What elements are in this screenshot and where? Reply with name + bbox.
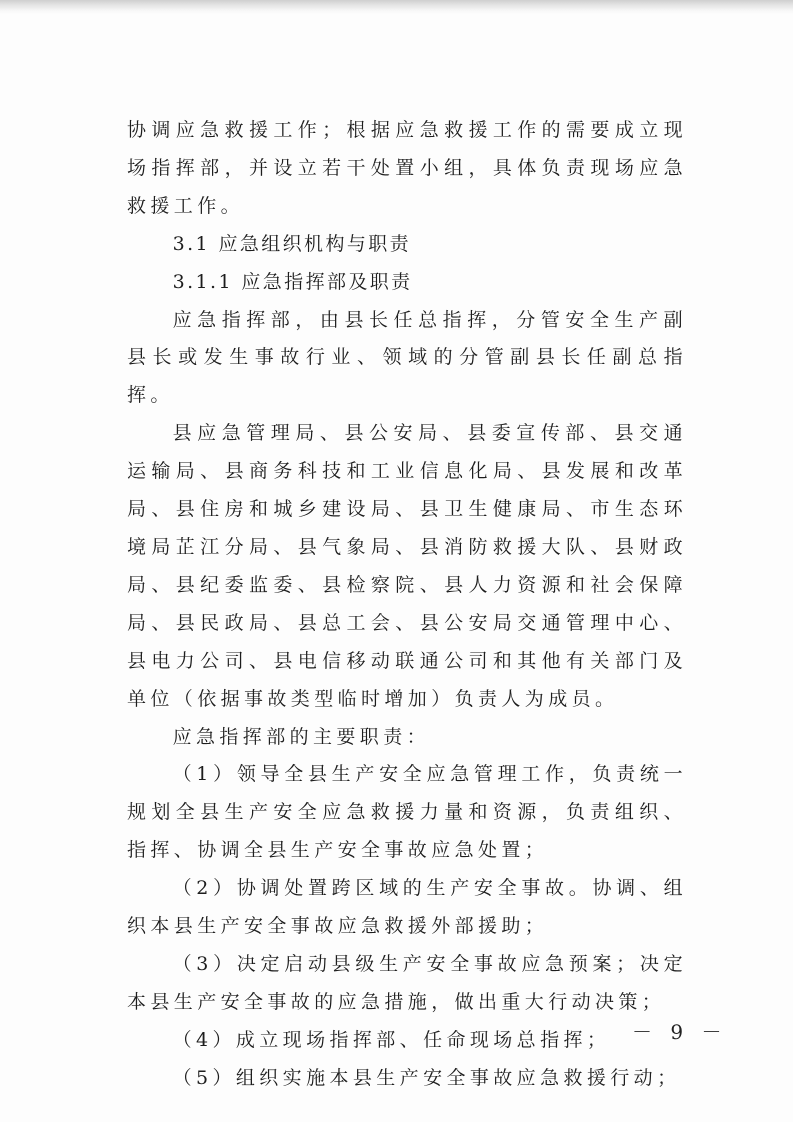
scan-top-edge [0, 0, 793, 14]
duty-item-3: （3）决定启动县级生产安全事故应急预案；决定本县生产安全事故的应急措施，做出重大行动决策； [127, 952, 687, 1013]
section-heading-3-1-1: 3.1.1 应急指挥部及职责 [172, 270, 413, 293]
duty-item-2: （2）协调处置跨区域的生产安全事故。协调、组织本县生产安全事故应急救援外部援助； [127, 877, 687, 938]
page-number: － 9 － [632, 1020, 728, 1044]
paragraph-members: 县应急管理局、县公安局、县委宣传部、县交通运输局、县商务科技和工业信息化局、县发展和改革局、县住房和城乡建设局、县卫生健康局、市生态环境局芷江分局、县气象局、县消防救援大队、县财政局、县纪委监委、县检察院、县人力资源和社会保障局、县民政局、县总工会、县公安局交通管理中心、县电力公司、县电信移动联通公司和其他有关部门及单位（依据事故类型临时增加）负责人为成员。 [127, 422, 687, 710]
duty-item-4: （4）成立现场指挥部、任命现场总指挥； [172, 1028, 611, 1051]
document-body [127, 112, 687, 1098]
section-heading-3-1: 3.1 应急组织机构与职责 [172, 232, 412, 255]
duty-item-5: （5）组织实施本县生产安全事故应急救援行动； [172, 1066, 681, 1089]
paragraph-duties-intro: 应急指挥部的主要职责： [172, 725, 430, 748]
paragraph-continuation: 协调应急救援工作；根据应急救援工作的需要成立现场指挥部，并设立若干处置小组，具体负责现场应急救援工作。 [127, 119, 687, 217]
duty-item-1: （1）领导全县生产安全应急管理工作，负责统一规划全县生产安全应急救援力量和资源，负责组织、指挥、协调全县生产安全事故应急处置； [127, 763, 687, 862]
paragraph-command-structure: 应急指挥部，由县长任总指挥，分管安全生产副县长或发生事故行业、领域的分管副县长任副总指挥。 [127, 308, 687, 407]
